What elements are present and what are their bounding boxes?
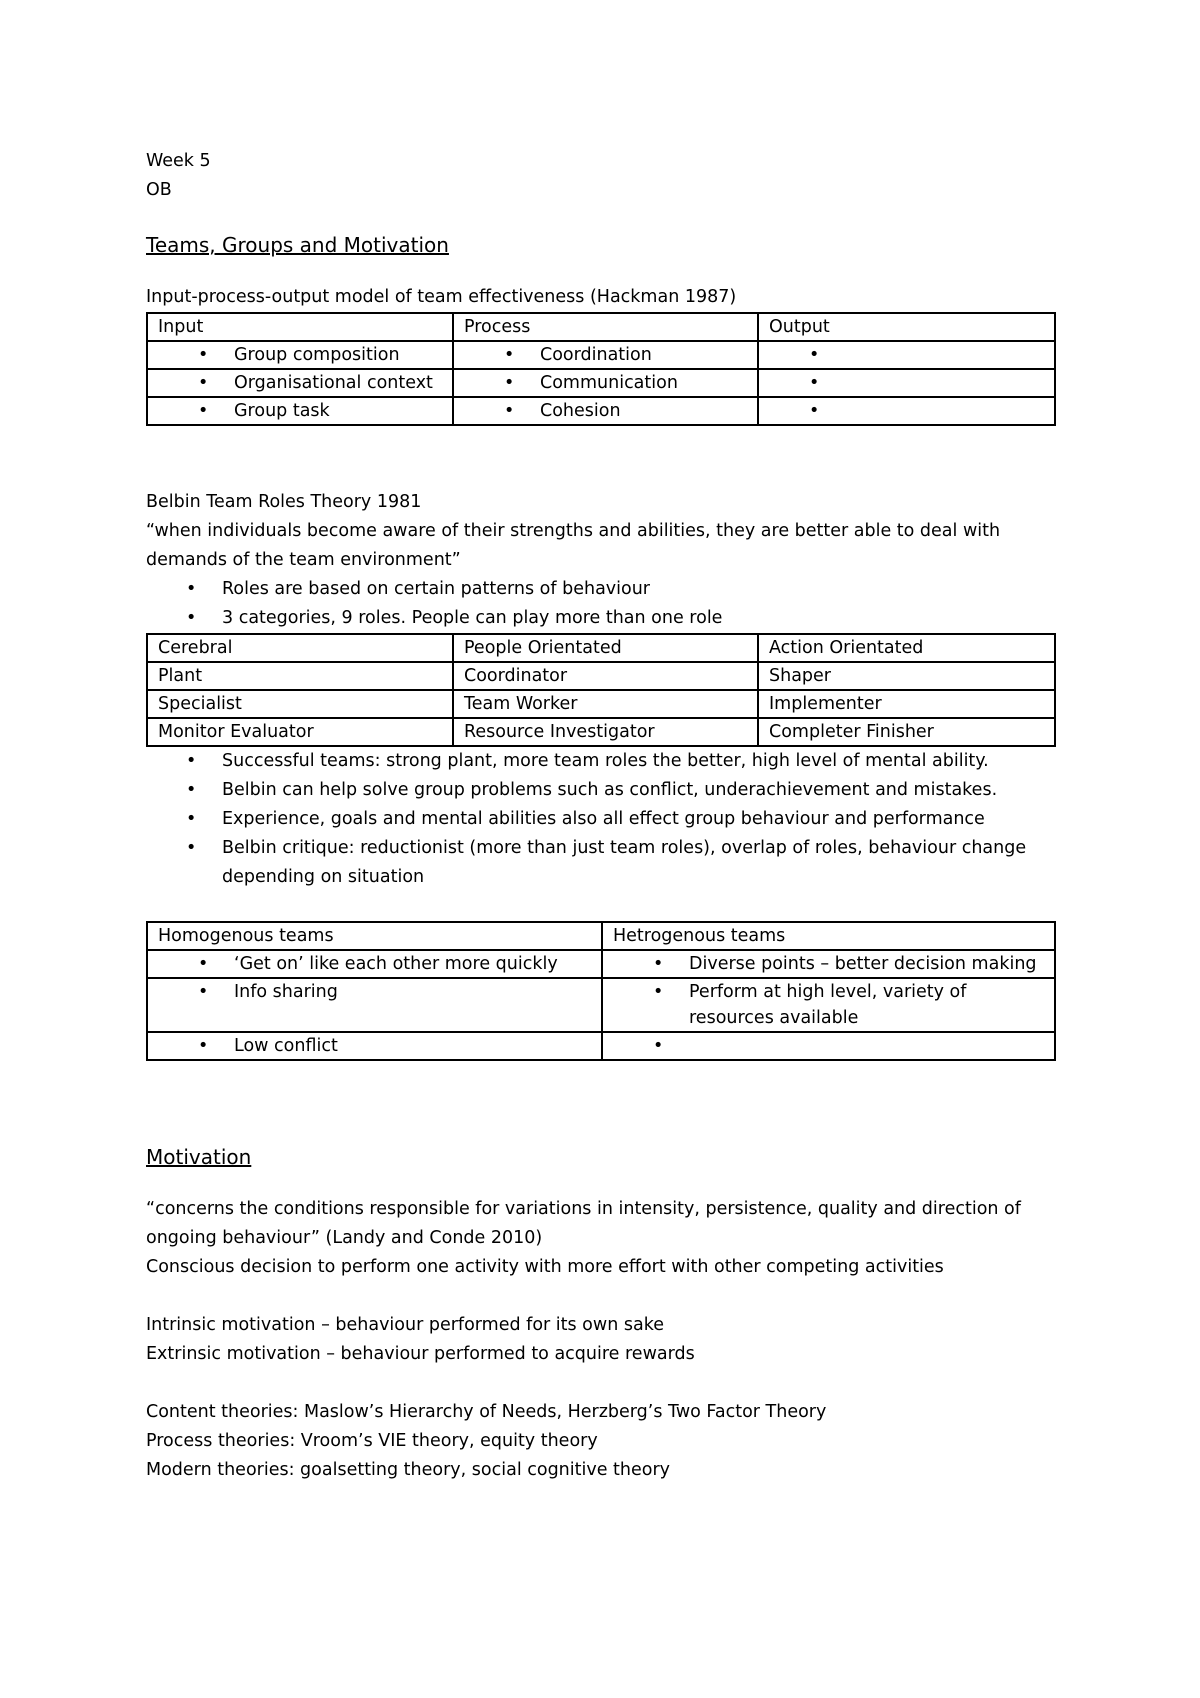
document-page <box>146 147 1052 1485</box>
list-item: • Belbin can help solve group problems such as conflict, underachievement and mistakes. <box>146 776 1052 805</box>
table-header-cell: Cerebral <box>147 634 453 662</box>
team-types-table <box>146 921 1056 1061</box>
bullet-icon: • <box>186 608 197 628</box>
belbin-findings-list <box>146 747 1052 892</box>
bullet-icon: • <box>809 345 820 365</box>
table-header-cell: People Orientated <box>453 634 758 662</box>
week-label: Week 5 <box>146 151 211 171</box>
bullet-icon: • <box>186 751 197 771</box>
table-header-cell: Action Orientated <box>758 634 1055 662</box>
table-cell: Plant <box>147 662 453 690</box>
belbin-roles-table <box>146 633 1056 747</box>
bullet-icon: • <box>198 982 209 1002</box>
table-cell: Info sharing <box>234 982 338 1002</box>
table-header-row <box>147 313 1055 341</box>
table-cell: Completer Finisher <box>758 718 1055 746</box>
list-item: • 3 categories, 9 roles. People can play more than one role <box>146 604 1052 633</box>
process-theories-text: Process theories: Vroom’s VIE theory, equity theory <box>146 1431 598 1451</box>
content-theories-text: Content theories: Maslow’s Hierarchy of Needs, Herzberg’s Two Factor Theory <box>146 1402 827 1422</box>
extrinsic-motivation-text: Extrinsic motivation – behaviour performed to acquire rewards <box>146 1344 695 1364</box>
table-header-row <box>147 922 1055 950</box>
bullet-icon: • <box>504 373 515 393</box>
bullet-icon: • <box>186 809 197 829</box>
table-cell: Team Worker <box>453 690 758 718</box>
belbin-bullet-list <box>146 575 1052 633</box>
table-row <box>147 1032 1055 1060</box>
belbin-title: Belbin Team Roles Theory 1981 <box>146 492 422 512</box>
table-row <box>147 690 1055 718</box>
table-cell: Monitor Evaluator <box>147 718 453 746</box>
table-cell: Perform at high level, variety of resources available <box>689 982 967 1028</box>
bullet-icon: • <box>186 780 197 800</box>
modern-theories-text: Modern theories: goalsetting theory, social cognitive theory <box>146 1460 671 1480</box>
table-row <box>147 662 1055 690</box>
table-header-cell: Homogenous teams <box>147 922 602 950</box>
bullet-icon: • <box>653 982 664 1002</box>
bullet-icon: • <box>198 373 209 393</box>
bullet-icon: • <box>809 401 820 421</box>
table-header-cell: Output <box>758 313 1055 341</box>
table-cell: Cohesion <box>540 401 621 421</box>
motivation-heading: Motivation <box>146 1145 252 1169</box>
table-cell: Communication <box>540 373 678 393</box>
table-cell: Group composition <box>234 345 400 365</box>
motivation-quote-line-2: ongoing behaviour” (Landy and Conde 2010) <box>146 1228 543 1248</box>
table-cell: Diverse points – better decision making <box>689 954 1037 974</box>
bullet-icon: • <box>198 954 209 974</box>
conscious-decision-text: Conscious decision to perform one activity with more effort with other competing activities <box>146 1257 944 1277</box>
table-cell: Shaper <box>758 662 1055 690</box>
table-cell: Resource Investigator <box>453 718 758 746</box>
table-header-cell: Hetrogenous teams <box>602 922 1055 950</box>
bullet-icon: • <box>504 401 515 421</box>
bullet-icon: • <box>186 579 197 599</box>
subject-label: OB <box>146 180 172 200</box>
bullet-icon: • <box>198 1036 209 1056</box>
bullet-icon: • <box>653 954 664 974</box>
table-cell <box>689 1033 1044 1059</box>
ipo-caption: Input-process-output model of team effectiveness (Hackman 1987) <box>146 287 737 307</box>
bullet-icon: • <box>809 373 820 393</box>
bullet-icon: • <box>198 401 209 421</box>
list-item: • Roles are based on certain patterns of behaviour <box>146 575 1052 604</box>
teams-heading: Teams, Groups and Motivation <box>146 233 449 257</box>
table-cell: Specialist <box>147 690 453 718</box>
intrinsic-motivation-text: Intrinsic motivation – behaviour performed for its own sake <box>146 1315 664 1335</box>
table-cell: Coordinator <box>453 662 758 690</box>
table-header-cell: Input <box>147 313 453 341</box>
list-item: • Belbin critique: reductionist (more than just team roles), overlap of roles, behaviour change depending on situation <box>146 834 1052 892</box>
belbin-quote-line-1: “when individuals become aware of their strengths and abilities, they are better able to deal with <box>146 521 1001 541</box>
table-cell: Low conflict <box>234 1036 338 1056</box>
table-row <box>147 718 1055 746</box>
table-row <box>147 397 1055 425</box>
list-item: • Successful teams: strong plant, more team roles the better, high level of mental ability. <box>146 747 1052 776</box>
motivation-quote-line-1: “concerns the conditions responsible for variations in intensity, persistence, quality and direction of <box>146 1199 1021 1219</box>
table-row <box>147 978 1055 1032</box>
belbin-quote-line-2: demands of the team environment” <box>146 550 461 570</box>
bullet-icon: • <box>653 1036 664 1056</box>
table-row <box>147 341 1055 369</box>
table-cell: Coordination <box>540 345 652 365</box>
bullet-icon: • <box>198 345 209 365</box>
table-cell: Implementer <box>758 690 1055 718</box>
bullet-icon: • <box>186 838 197 858</box>
bullet-icon: • <box>504 345 515 365</box>
table-cell: Group task <box>234 401 330 421</box>
table-cell: ‘Get on’ like each other more quickly <box>234 954 558 974</box>
table-row <box>147 369 1055 397</box>
list-item: • Experience, goals and mental abilities also all effect group behaviour and performance <box>146 805 1052 834</box>
table-row <box>147 950 1055 978</box>
table-header-cell: Process <box>453 313 758 341</box>
table-header-row <box>147 634 1055 662</box>
ipo-table <box>146 312 1056 426</box>
table-cell: Organisational context <box>234 373 433 393</box>
